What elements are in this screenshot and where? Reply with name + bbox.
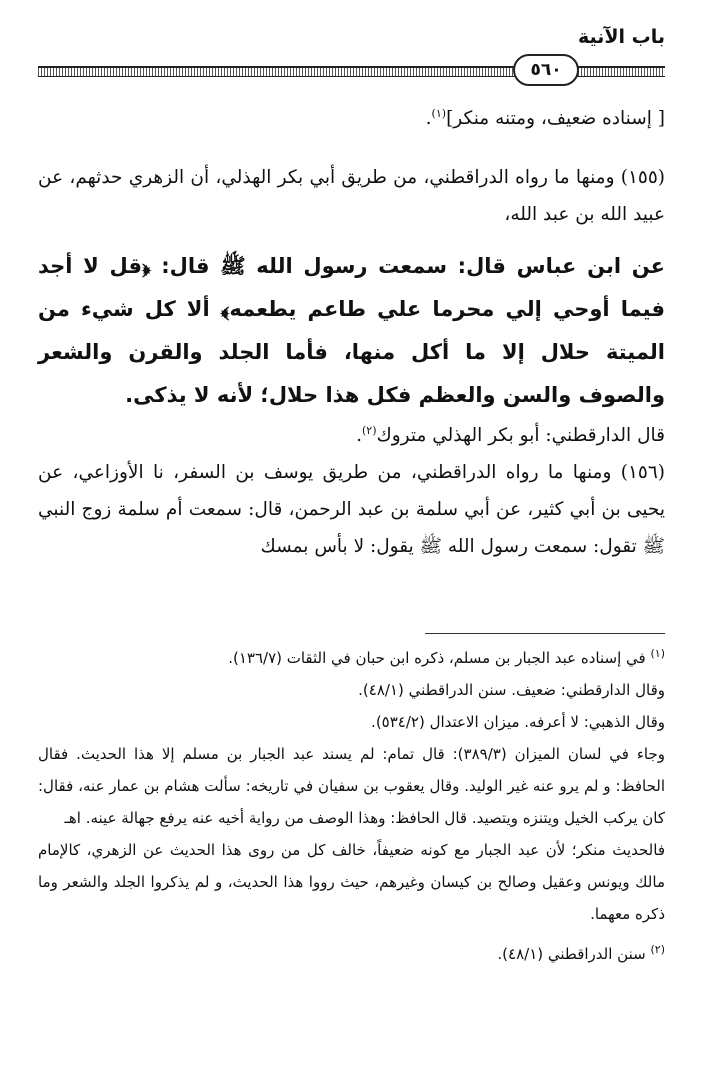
- footnote-1-line-3: وقال الذهبي: لا أعرفه. ميزان الاعتدال (٥٣٤/٢).: [371, 713, 665, 731]
- paragraph-daraqutni-text: قال الدارقطني: أبو بكر الهذلي متروك: [376, 425, 665, 446]
- footnote-separator: [425, 633, 665, 634]
- running-head: باب الآنية: [577, 26, 665, 48]
- footnote-2-text: سنن الدراقطني (٤٨/١).: [497, 945, 646, 963]
- hadith-text: عن ابن عباس قال: سمعت رسول الله ﷺ قال: ﴿قل لا أجد فيما أوحي إلي محرما علي طاعم يطعمه﴾ ألا كل شيء من الميتة حلال إلا ما أكل منها، فأما الجلد والقرن والشعر والصوف والسن والعظم فكل هذا حلال؛ لأنه لا يذكى.: [38, 254, 665, 407]
- main-text: [38, 100, 665, 565]
- footnote-1-line-4: وجاء في لسان الميزان (٣٨٩/٣): قال تمام: لم يسند عبد الجبار بن مسلم إلا هذا الحديث. فقال الحافظ: و لم يرو عنه غير الوليد. وقال يعقوب بن سفيان في تاريخه: سألت هشام بن عمار عنه، فقال: كان يركب الخيل ويتنزه ويتصيد. قال الحافظ: وهذا الوصف من رواية أخيه عنه يرفع جهالة عينه. اهـ: [38, 745, 666, 827]
- footnote-2: [38, 938, 665, 970]
- footnote-1: [38, 642, 665, 674]
- footnote-1-text: في إسناده عبد الجبار بن مسلم، ذكره ابن حبان في الثقات (١٣٦/٧).: [228, 649, 646, 667]
- page-number: ٥٦٠: [513, 54, 579, 86]
- paragraph-156: (١٥٦) ومنها ما رواه الدراقطني، من طريق يوسف بن السفر، نا الأوزاعي، عن يحيى بن أبي كثير، عن أبي سلمة بن عبد الرحمن، قال: سمعت أم سلمة زوج النبي ﷺ تقول: سمعت رسول الله ﷺ يقول: لا بأس بمسك: [38, 462, 666, 557]
- paragraph-1: [38, 100, 665, 137]
- footnote-1-line-2: وقال الدارقطني: ضعيف. سنن الدراقطني (٤٨/١).: [358, 681, 665, 699]
- paragraph-155: (١٥٥) ومنها ما رواه الدراقطني، من طريق أبي بكر الهذلي، أن الزهري حدثهم، عن عبيد الله بن عبد الله،: [38, 167, 665, 225]
- footnote-1-marker: (١): [650, 647, 665, 660]
- footnote-1-line-5: فالحديث منكر؛ لأن عبد الجبار مع كونه ضعيفاً، خالف كل من روى هذا الحديث عن الزهري، كالإمام مالك ويونس وعقيل وصالح بن كيسان وغيرهم، حيث رووا هذا الحديث، و لم يذكروا الجلد والشعر وما ذكره معهما.: [38, 841, 665, 923]
- footnotes: [38, 642, 665, 970]
- footnote-ref-2: (٢): [361, 423, 377, 437]
- paragraph-1-text: [ إسناده ضعيف، ومتنه منكر]: [446, 108, 665, 129]
- footnote-2-marker: (٢): [650, 943, 665, 956]
- footnote-ref-1: (١): [431, 106, 447, 120]
- paragraph-daraqutni-end: .: [356, 425, 362, 446]
- paragraph-daraqutni: [38, 417, 665, 454]
- paragraph-1-end: .: [425, 108, 432, 129]
